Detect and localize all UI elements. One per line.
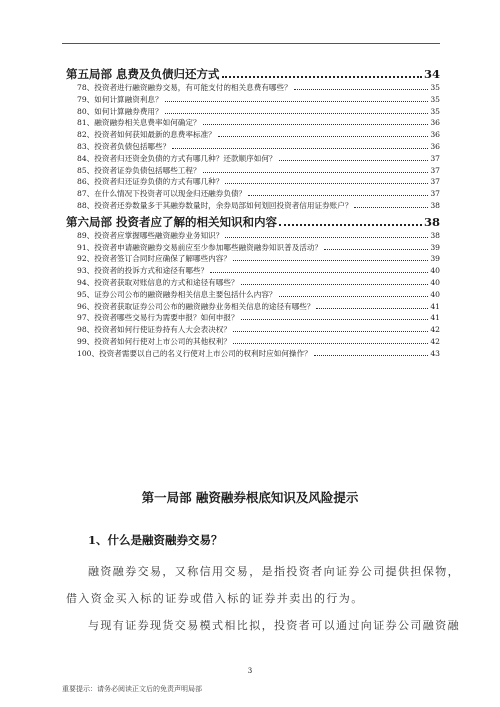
toc-entry-text: 89、投资者应掌握哪些融资融券业务知识？ (77, 230, 224, 240)
toc-entry-text: 82、投资者如何获知最新的息费率标准？ (77, 130, 216, 140)
toc-entry[interactable] (66, 188, 440, 200)
toc-entry-text: 98、投资者如何行使证券持有人大会表决权？ (77, 325, 231, 335)
toc-entry[interactable] (66, 200, 440, 212)
toc-entry[interactable] (66, 336, 440, 348)
dot-leader (225, 183, 428, 184)
toc-section-5[interactable] (66, 67, 440, 82)
dot-leader (316, 308, 428, 309)
toc-entry-page: 42 (430, 336, 440, 346)
dot-leader (279, 160, 429, 161)
toc-entry-text: 92、投资者签订合同时应确保了解哪些内容？ (77, 254, 231, 264)
toc-entry-text: 93、投资者的投诉方式和途径有哪些？ (77, 266, 209, 276)
toc-entry-page: 39 (430, 254, 440, 264)
dot-leader (165, 113, 429, 114)
body-paragraph-line: 借入资金买入标的证券或借入标的证券并卖出的行为。 (66, 592, 364, 605)
dot-leader (172, 148, 428, 149)
toc-entry-text: 97、投资者哪些交易行为需要申报？如何申报？ (77, 313, 239, 323)
dot-leader (279, 296, 429, 297)
toc-section-title: 第六局部 投资者应了解的相关知识和内容 (66, 214, 278, 229)
toc-entry-page: 41 (430, 313, 440, 323)
dot-leader (203, 172, 429, 173)
toc-entry[interactable] (66, 348, 440, 360)
toc-entry[interactable] (66, 94, 440, 106)
toc-page-number: 38 (423, 214, 440, 229)
dot-leader (233, 343, 428, 344)
toc-entry-text: 100、投资者需要以自己的名义行使对上市公司的权利时应如何操作？ (77, 348, 312, 358)
toc-entry-text: 88、投资者还券数量多于其融券数量时，余券局部如何划回投资者信用证券账户？ (77, 200, 353, 210)
footer-disclaimer: 重要提示：请务必阅读正文后的免责声明局部 (62, 685, 202, 693)
toc-entry[interactable] (66, 277, 440, 289)
toc-entry-page: 40 (430, 266, 440, 276)
header-rule (62, 43, 440, 44)
question-heading: 1、什么是融资融券交易？ (88, 533, 223, 547)
dot-leader (210, 272, 428, 273)
toc-entry[interactable] (66, 301, 440, 313)
dot-leader (222, 76, 422, 78)
toc-entry[interactable] (66, 176, 440, 188)
toc-entry-text: 96、投资者获取证券公司公布的融资融券业务相关信息的途径有哪些？ (77, 301, 315, 311)
toc-entry-text: 91、投资者申请融资融券交易前应至少参加哪些融资融券知识普及活动？ (77, 242, 323, 252)
toc-entry-text: 95、证券公司公布的融资融券相关信息主要包括什么内容？ (77, 289, 277, 299)
toc-entry-text: 94、投资者获取对账信息的方式和途径有哪些？ (77, 277, 239, 287)
toc-section-6[interactable] (66, 215, 440, 230)
table-of-contents (66, 64, 440, 360)
toc-entry-text: 87、在什么情况下投资者可以现金归还融券负债？ (77, 189, 247, 199)
toc-entry-text: 99、投资者如何行使对上市公司的其他权利？ (77, 336, 231, 346)
toc-entry-page: 37 (430, 177, 440, 187)
toc-entry-text: 85、投资者证券负债包括哪些工程？ (77, 165, 201, 175)
dot-leader (225, 237, 428, 238)
toc-entry-page: 36 (430, 118, 440, 128)
toc-entry-page: 37 (430, 165, 440, 175)
toc-entry-page: 38 (430, 230, 440, 240)
toc-entry-text: 79、如何计算融资利息？ (77, 94, 163, 104)
dot-leader (248, 195, 428, 196)
toc-entry[interactable] (66, 253, 440, 265)
dot-leader (233, 331, 428, 332)
toc-entry-text: 86、投资者归还证券负债的方式有哪几种？ (77, 177, 224, 187)
dot-leader (354, 207, 428, 208)
toc-entry-page: 35 (430, 94, 440, 104)
toc-entry-text: 83、投资者负债包括哪些？ (77, 141, 171, 151)
dot-leader (294, 89, 429, 90)
toc-page-number: 34 (423, 67, 440, 81)
dot-leader (203, 124, 429, 125)
toc-entry-page: 37 (430, 153, 440, 163)
body-paragraph-line: 融资融券交易，又称信用交易，是指投资者向证券公司提供担保物， (88, 565, 460, 578)
toc-entry-page: 35 (430, 83, 440, 92)
toc-entry[interactable] (66, 141, 440, 153)
dot-leader (314, 355, 429, 356)
dot-leader (233, 260, 428, 261)
toc-section-title: 第五局部 息费及负债归还方式 (66, 67, 220, 81)
body-paragraph-line: 与现有证券现货交易模式相比拟，投资者可以通过向证券公司融资融 (88, 619, 460, 632)
toc-entry-page: 38 (430, 200, 440, 210)
dot-leader (165, 101, 429, 102)
toc-entry-page: 43 (430, 348, 440, 358)
toc-entry[interactable] (66, 106, 440, 118)
toc-entry[interactable] (66, 265, 440, 277)
dot-leader (241, 319, 429, 320)
chapter-title: 第一局部 融资融券根底知识及风险提示 (141, 490, 359, 505)
toc-entry-page: 37 (430, 189, 440, 199)
dot-leader (324, 249, 428, 250)
toc-entry[interactable] (66, 289, 440, 301)
toc-entry-page: 36 (430, 141, 440, 151)
dot-leader (279, 224, 422, 226)
toc-entry-text: 84、投资者归还资金负债的方式有哪几种？还款顺序如何？ (77, 153, 277, 163)
toc-entry[interactable] (66, 82, 440, 94)
toc-entry[interactable] (66, 165, 440, 177)
toc-entry[interactable] (66, 324, 440, 336)
page-number: 3 (247, 667, 253, 675)
toc-entry[interactable] (66, 312, 440, 324)
dot-leader (241, 284, 429, 285)
toc-entry-page: 40 (430, 277, 440, 287)
toc-entry-text: 80、如何计算融券费用？ (77, 106, 163, 116)
toc-entry-text: 81、融资融券相关息费率如何确定？ (77, 118, 201, 128)
toc-entry-page: 36 (430, 130, 440, 140)
toc-entry[interactable] (66, 230, 440, 242)
toc-entry-page: 39 (430, 242, 440, 252)
toc-entry[interactable] (66, 242, 440, 254)
toc-entry-page: 40 (430, 289, 440, 299)
toc-entry[interactable] (66, 129, 440, 141)
toc-entry-text: 78、投资者进行融资融券交易，有可能支付的相关息费有哪些？ (77, 83, 292, 92)
toc-entry[interactable] (66, 153, 440, 165)
toc-entry-page: 35 (430, 106, 440, 116)
dot-leader (218, 136, 429, 137)
toc-entry-page: 42 (430, 325, 440, 335)
toc-entry[interactable] (66, 117, 440, 129)
toc-entry-page: 41 (430, 301, 440, 311)
